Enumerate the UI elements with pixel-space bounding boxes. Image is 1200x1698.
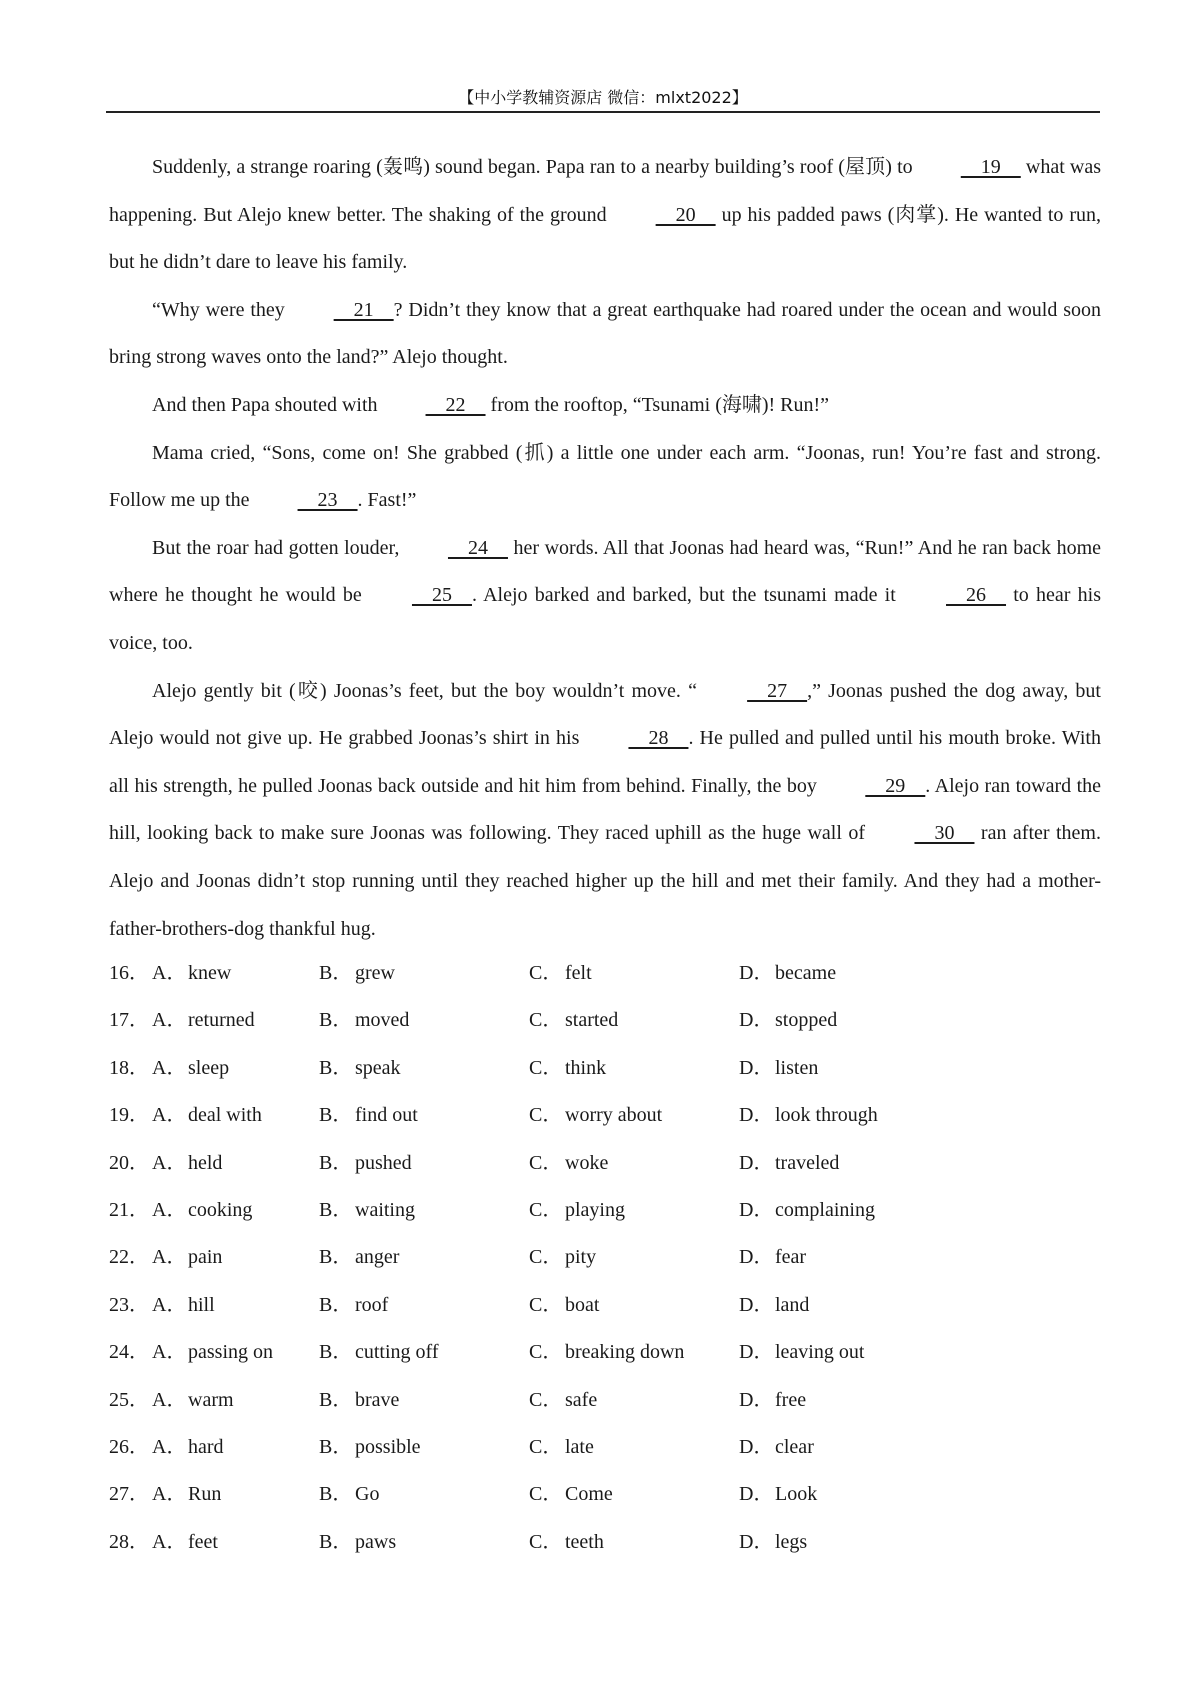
option-letter: A． (152, 1246, 187, 1269)
blank-30: 30 (914, 822, 975, 845)
option-b (319, 1329, 439, 1376)
blank-23: 23 (297, 489, 358, 512)
question-row (109, 1045, 1101, 1092)
option-b (319, 1471, 379, 1518)
option-d (739, 1234, 806, 1281)
option-a (152, 1329, 273, 1376)
question-number: 28． (109, 1530, 149, 1553)
option-a (152, 1471, 221, 1518)
question-row (109, 997, 1101, 1044)
option-letter: A． (152, 962, 187, 984)
option-text: teeth (565, 1530, 604, 1553)
option-a (152, 1140, 222, 1187)
option-letter: C． (529, 1198, 563, 1221)
question-number: 24． (109, 1341, 149, 1364)
option-a (152, 1424, 224, 1471)
text: Suddenly, a strange roaring (轰鸣) sound began. Papa ran to a nearby building’s roof (屋顶) to (152, 156, 918, 178)
option-a (152, 1045, 229, 1092)
option-letter: D． (739, 1293, 774, 1316)
option-letter: C． (529, 1435, 563, 1458)
option-text: started (565, 1009, 619, 1032)
text: what was happening. But Alejo knew better. The shaking of the ground (109, 156, 1101, 226)
paragraph-4 (109, 430, 1101, 525)
option-letter: A． (152, 1104, 187, 1127)
option-a (152, 950, 231, 997)
option-b (319, 997, 409, 1044)
option-text: fear (775, 1246, 807, 1269)
option-b (319, 1424, 421, 1471)
blank-26: 26 (946, 584, 1007, 607)
option-text: paws (355, 1530, 397, 1553)
text: Alejo gently bit (咬) Joonas’s feet, but the boy wouldn’t move. “ (152, 679, 705, 702)
option-letter: C． (529, 962, 563, 984)
option-text: Come (565, 1483, 613, 1506)
option-letter: D． (739, 1009, 774, 1032)
option-text: speak (355, 1056, 401, 1079)
answer-options (109, 950, 1101, 1566)
option-text: held (188, 1151, 223, 1174)
option-letter: D． (739, 1483, 774, 1506)
option-text: leaving out (775, 1341, 865, 1364)
option-text: complaining (775, 1198, 875, 1221)
option-c (529, 1377, 597, 1424)
blank-29: 29 (865, 774, 926, 797)
option-text: hard (188, 1435, 224, 1458)
option-letter: B． (319, 1151, 353, 1174)
text: up his padded paws (肉掌). He wanted to run, but he didn’t dare to leave his family. (109, 203, 1101, 274)
question-row (109, 1377, 1101, 1424)
paragraph-2 (109, 287, 1101, 382)
text: ran after them. Alejo and Joonas didn’t stop running until they reached higher up the hill and met their family. And they had a mother-father-brothers-dog thankful hug. (109, 822, 1101, 940)
question-number: 19． (109, 1104, 149, 1127)
option-text: roof (355, 1293, 389, 1316)
option-a (152, 1377, 234, 1424)
option-letter: C． (529, 1293, 563, 1316)
question-number: 17． (109, 1009, 149, 1032)
option-c (529, 1092, 662, 1139)
question-row (109, 1234, 1101, 1281)
text: to hear his voice, too. (109, 584, 1102, 654)
option-text: pity (565, 1246, 597, 1269)
option-text: warm (188, 1388, 234, 1411)
option-c (529, 1234, 596, 1281)
text: from the rooftop, “Tsunami (海啸)! Run!” (485, 393, 830, 416)
option-d (739, 997, 837, 1044)
option-text: land (775, 1293, 810, 1316)
blank-20: 20 (655, 203, 716, 226)
option-letter: B． (319, 1341, 353, 1364)
option-text: knew (188, 962, 232, 984)
option-letter: D． (739, 1388, 774, 1411)
option-text: felt (565, 962, 592, 984)
option-text: cooking (188, 1198, 253, 1221)
option-letter: A． (152, 1056, 187, 1079)
question-row (109, 950, 1101, 997)
option-text: breaking down (565, 1341, 685, 1364)
option-letter: B． (319, 1435, 353, 1458)
option-letter: B． (319, 1198, 353, 1221)
question-number: 26． (109, 1435, 149, 1458)
blank-28: 28 (628, 727, 689, 750)
option-d (739, 1140, 839, 1187)
option-letter: A． (152, 1530, 187, 1553)
option-a (152, 1282, 215, 1329)
paragraph-3 (109, 382, 1101, 430)
question-row (109, 1140, 1101, 1187)
question-number: 18． (109, 1056, 149, 1079)
option-text: safe (565, 1388, 598, 1411)
option-letter: B． (319, 962, 353, 984)
passage (109, 144, 1101, 953)
option-text: possible (355, 1435, 421, 1458)
option-letter: B． (319, 1104, 353, 1127)
option-b (319, 1234, 399, 1281)
option-d (739, 1424, 814, 1471)
question-row (109, 1519, 1101, 1566)
option-b (319, 1140, 412, 1187)
paragraph-1 (109, 144, 1101, 287)
option-letter: C． (529, 1009, 563, 1032)
option-letter: B． (319, 1388, 353, 1411)
option-d (739, 1329, 864, 1376)
page-header: 【中小学教辅资源店 微信：mlxt2022】 (458, 88, 748, 107)
option-text: traveled (775, 1151, 840, 1174)
blank-21: 21 (333, 298, 394, 321)
option-text: think (565, 1056, 607, 1079)
option-letter: C． (529, 1056, 563, 1079)
text: Mama cried, “Sons, come on! She grabbed (抓) a little one under each arm. “Joonas, run! You’re fast and strong. Follow me up the (109, 441, 1101, 512)
option-letter: D． (739, 1341, 774, 1364)
blank-27: 27 (747, 679, 808, 702)
option-letter: A． (152, 1388, 187, 1411)
option-c (529, 1471, 613, 1518)
option-text: playing (565, 1198, 625, 1221)
text: . Fast!” (357, 489, 417, 512)
option-text: woke (565, 1151, 609, 1174)
option-c (529, 1140, 608, 1187)
option-d (739, 1045, 818, 1092)
text: But the roar had gotten louder, (152, 536, 405, 559)
option-letter: A． (152, 1341, 187, 1364)
option-text: became (775, 962, 837, 984)
option-c (529, 1282, 599, 1329)
option-a (152, 1187, 252, 1234)
paragraph-6 (109, 668, 1101, 954)
option-letter: A． (152, 1198, 187, 1221)
option-letter: C． (529, 1151, 563, 1174)
option-b (319, 950, 395, 997)
option-text: look through (775, 1104, 878, 1127)
option-letter: D． (739, 1104, 774, 1127)
question-row (109, 1187, 1101, 1234)
question-number: 27． (109, 1483, 149, 1506)
option-text: feet (188, 1530, 218, 1553)
option-text: free (775, 1388, 807, 1411)
option-c (529, 950, 592, 997)
question-row (109, 1282, 1101, 1329)
option-b (319, 1187, 415, 1234)
option-text: boat (565, 1293, 600, 1316)
option-d (739, 1282, 809, 1329)
text: . Alejo ran toward the hill, looking back to make sure Joonas was following. They raced uphill as the huge wall of (109, 774, 1102, 845)
option-text: pushed (355, 1151, 412, 1174)
option-text: brave (355, 1388, 400, 1411)
question-row (109, 1329, 1101, 1376)
option-letter: D． (739, 1530, 774, 1553)
paragraph-5 (109, 525, 1101, 668)
text: ,” Joonas pushed the dog away, but Alejo would not give up. He grabbed Joonas’s shirt in his (109, 679, 1101, 750)
option-b (319, 1377, 399, 1424)
option-text: clear (775, 1435, 814, 1458)
option-text: cutting off (355, 1341, 439, 1364)
header-divider (106, 111, 1100, 113)
option-letter: C． (529, 1530, 563, 1553)
option-letter: A． (152, 1483, 187, 1506)
question-number: 20． (109, 1151, 149, 1174)
option-text: grew (355, 962, 395, 984)
option-text: Go (355, 1483, 380, 1506)
option-b (319, 1282, 388, 1329)
option-d (739, 1377, 806, 1424)
blank-19: 19 (960, 156, 1021, 178)
question-number: 16． (109, 962, 149, 984)
option-b (319, 1519, 396, 1566)
option-text: passing on (188, 1341, 273, 1364)
option-text: anger (355, 1246, 400, 1269)
blank-22: 22 (425, 393, 486, 416)
option-letter: D． (739, 1246, 774, 1269)
option-c (529, 1424, 594, 1471)
option-letter: D． (739, 962, 774, 984)
text: ? Didn’t they know that a great earthquake had roared under the ocean and would soon bring strong waves onto the land?” Alejo thought. (109, 298, 1101, 369)
question-number: 21． (109, 1198, 149, 1221)
option-a (152, 1092, 262, 1139)
option-b (319, 1045, 401, 1092)
blank-25: 25 (411, 584, 472, 607)
option-letter: C． (529, 1104, 563, 1127)
text: . He pulled and pulled until his mouth broke. With all his strength, he pulled Joonas back outside and hit him from behind. Finally, the boy (109, 727, 1101, 797)
option-text: sleep (188, 1056, 230, 1079)
option-letter: D． (739, 1056, 774, 1079)
option-c (529, 997, 618, 1044)
option-d (739, 1187, 875, 1234)
option-text: pain (188, 1246, 223, 1269)
option-letter: D． (739, 1151, 774, 1174)
option-letter: B． (319, 1483, 353, 1506)
option-letter: B． (319, 1056, 353, 1079)
option-letter: C． (529, 1483, 563, 1506)
option-letter: D． (739, 1198, 774, 1221)
question-number: 23． (109, 1293, 149, 1316)
option-text: late (565, 1435, 594, 1458)
option-d (739, 950, 836, 997)
option-text: hill (188, 1293, 215, 1316)
option-text: Run (188, 1483, 222, 1506)
option-d (739, 1092, 878, 1139)
option-c (529, 1329, 684, 1376)
option-letter: C． (529, 1246, 563, 1269)
option-c (529, 1045, 606, 1092)
option-text: waiting (355, 1198, 415, 1221)
blank-24: 24 (447, 536, 508, 559)
text: “Why were they (152, 298, 291, 321)
option-b (319, 1092, 418, 1139)
option-c (529, 1519, 604, 1566)
option-letter: A． (152, 1009, 187, 1032)
option-text: returned (188, 1009, 255, 1032)
option-text: legs (775, 1530, 808, 1553)
option-text: find out (355, 1104, 418, 1127)
text: . Alejo barked and barked, but the tsunami made it (471, 584, 904, 607)
option-letter: A． (152, 1151, 187, 1174)
option-letter: B． (319, 1293, 353, 1316)
text: And then Papa shouted with (152, 393, 383, 416)
question-row (109, 1471, 1101, 1518)
question-row (109, 1424, 1101, 1471)
option-letter: C． (529, 1388, 563, 1411)
option-text: deal with (188, 1104, 262, 1127)
option-a (152, 1519, 218, 1566)
option-text: worry about (565, 1104, 663, 1127)
option-letter: A． (152, 1293, 187, 1316)
option-text: stopped (775, 1009, 838, 1032)
option-letter: C． (529, 1341, 563, 1364)
option-d (739, 1471, 817, 1518)
option-letter: B． (319, 1009, 353, 1032)
option-a (152, 997, 255, 1044)
question-number: 25． (109, 1388, 149, 1411)
question-row (109, 1092, 1101, 1139)
option-text: listen (775, 1056, 819, 1079)
option-letter: D． (739, 1435, 774, 1458)
option-letter: B． (319, 1246, 353, 1269)
option-text: moved (355, 1009, 410, 1032)
option-text: Look (775, 1483, 818, 1506)
option-c (529, 1187, 625, 1234)
text: her words. All that Joonas had heard was, “Run!” And he ran back home where he thought he would be (109, 536, 1102, 607)
question-number: 22． (109, 1246, 149, 1269)
option-d (739, 1519, 807, 1566)
option-letter: B． (319, 1530, 353, 1553)
option-a (152, 1234, 222, 1281)
option-letter: A． (152, 1435, 187, 1458)
